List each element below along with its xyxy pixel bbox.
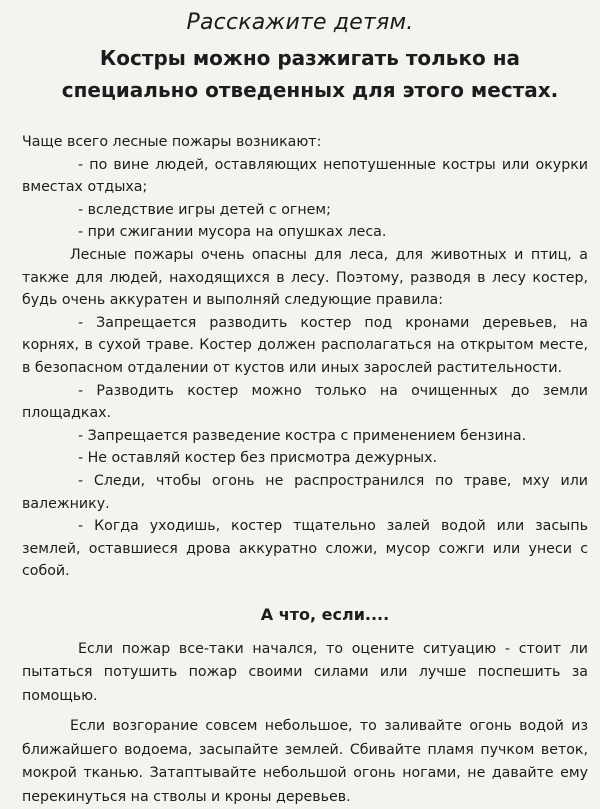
- what-if-paragraph-2: Если возгорание совсем небольшое, то заливайте огонь водой из ближайшего водоема, засыпайте землей. Сбивайте пламя пучком веток, мокрой тканью. Затаптывайте небольшой огонь ногами, не давайте ему перекинуться на стволы и кроны деревьев.: [22, 718, 588, 805]
- rule-item-5: - Следи, чтобы огонь не распространился по траве, мху или валежнику.: [22, 472, 588, 512]
- what-if-paragraph-1: Если пожар все-таки начался, то оцените ситуацию - стоит ли пытаться потушить пожар своими силами или лучше поспешить за помощью.: [22, 640, 588, 704]
- rule-item-3: - Запрещается разведение костра с применением бензина.: [78, 427, 527, 444]
- cause-item-3: - при сжигании мусора на опушках леса.: [78, 224, 387, 241]
- cause-item-1: - по вине людей, оставляющих непотушенные костры или окурки вместах отдыха;: [22, 156, 588, 196]
- rule-item-1: - Запрещается разводить костер под кронами деревьев, на корнях, в сухой траве. Костер должен располагаться на открытом месте, в безопасном отдалении от кустов или иных зарослей растительности.: [22, 314, 588, 376]
- page-title: Костры можно разжигать только на специально отведенных для этого местах.: [61, 46, 559, 102]
- kicker-heading: Расскажите детям.: [186, 10, 414, 35]
- what-if-section: [22, 603, 588, 809]
- causes-intro: Чаще всего лесные пожары возникают:: [22, 134, 322, 150]
- cause-item-2: - вследствие игры детей с огнем;: [78, 201, 331, 218]
- rule-item-4: - Не оставляй костер без присмотра дежурных.: [78, 450, 438, 467]
- rules-intro: Лесные пожары очень опасны для леса, для животных и птиц, а также для людей, находящихся в лесу. Поэтому, разводя в лесу костер, будь очень аккуратен и выполняй следующие правила:: [22, 246, 588, 309]
- rule-item-6: - Когда уходишь, костер тщательно залей водой или засыпь землей, оставшиеся дрова аккуратно сложи, мусор сожги или унеси с собой.: [22, 518, 588, 580]
- fire-safety-text: [22, 131, 588, 583]
- rule-item-2: - Разводить костер можно только на очищенных до земли площадках.: [22, 382, 588, 422]
- what-if-heading: А что, если....: [260, 605, 390, 624]
